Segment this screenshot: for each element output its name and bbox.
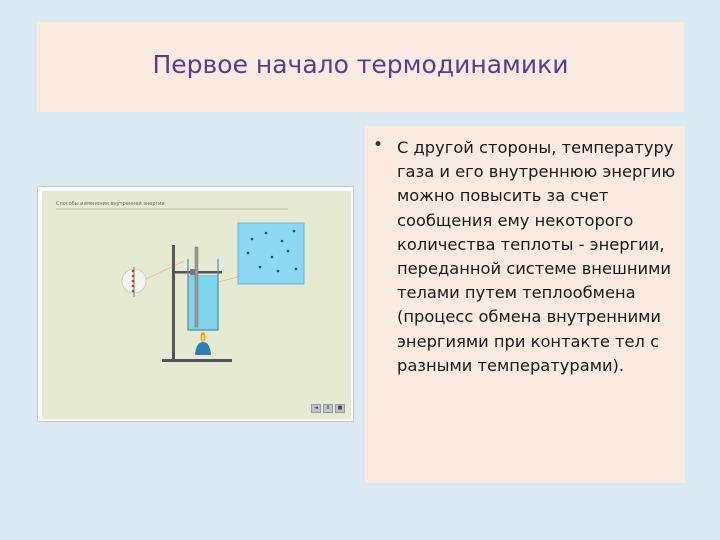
bullet-item (373, 136, 683, 378)
heating-illustration (37, 186, 354, 422)
stop-button[interactable]: ■ (335, 404, 345, 413)
title-panel (37, 22, 684, 112)
bullet-text: С другой стороны, температуру газа и его внутреннюю энергию можно повысить за счет сообщения ему некоторого количества теплоты - энергии, переданной системе внешними телами путем теплообмена (процесс обмена внутренними энергиями при контакте тел с разными температурами). (397, 138, 676, 375)
animation-controls (311, 404, 345, 413)
illustration-canvas (38, 187, 355, 423)
illustration-caption: Способы изменения внутренней энергии (56, 201, 165, 207)
bullet-marker: • (373, 135, 384, 155)
play-back-button[interactable]: ◄ (311, 404, 321, 413)
text-panel (365, 126, 685, 483)
slide-title: Первое начало термодинамики (152, 50, 569, 79)
pause-button[interactable]: II (323, 404, 333, 413)
gas-molecules-box (238, 223, 304, 284)
